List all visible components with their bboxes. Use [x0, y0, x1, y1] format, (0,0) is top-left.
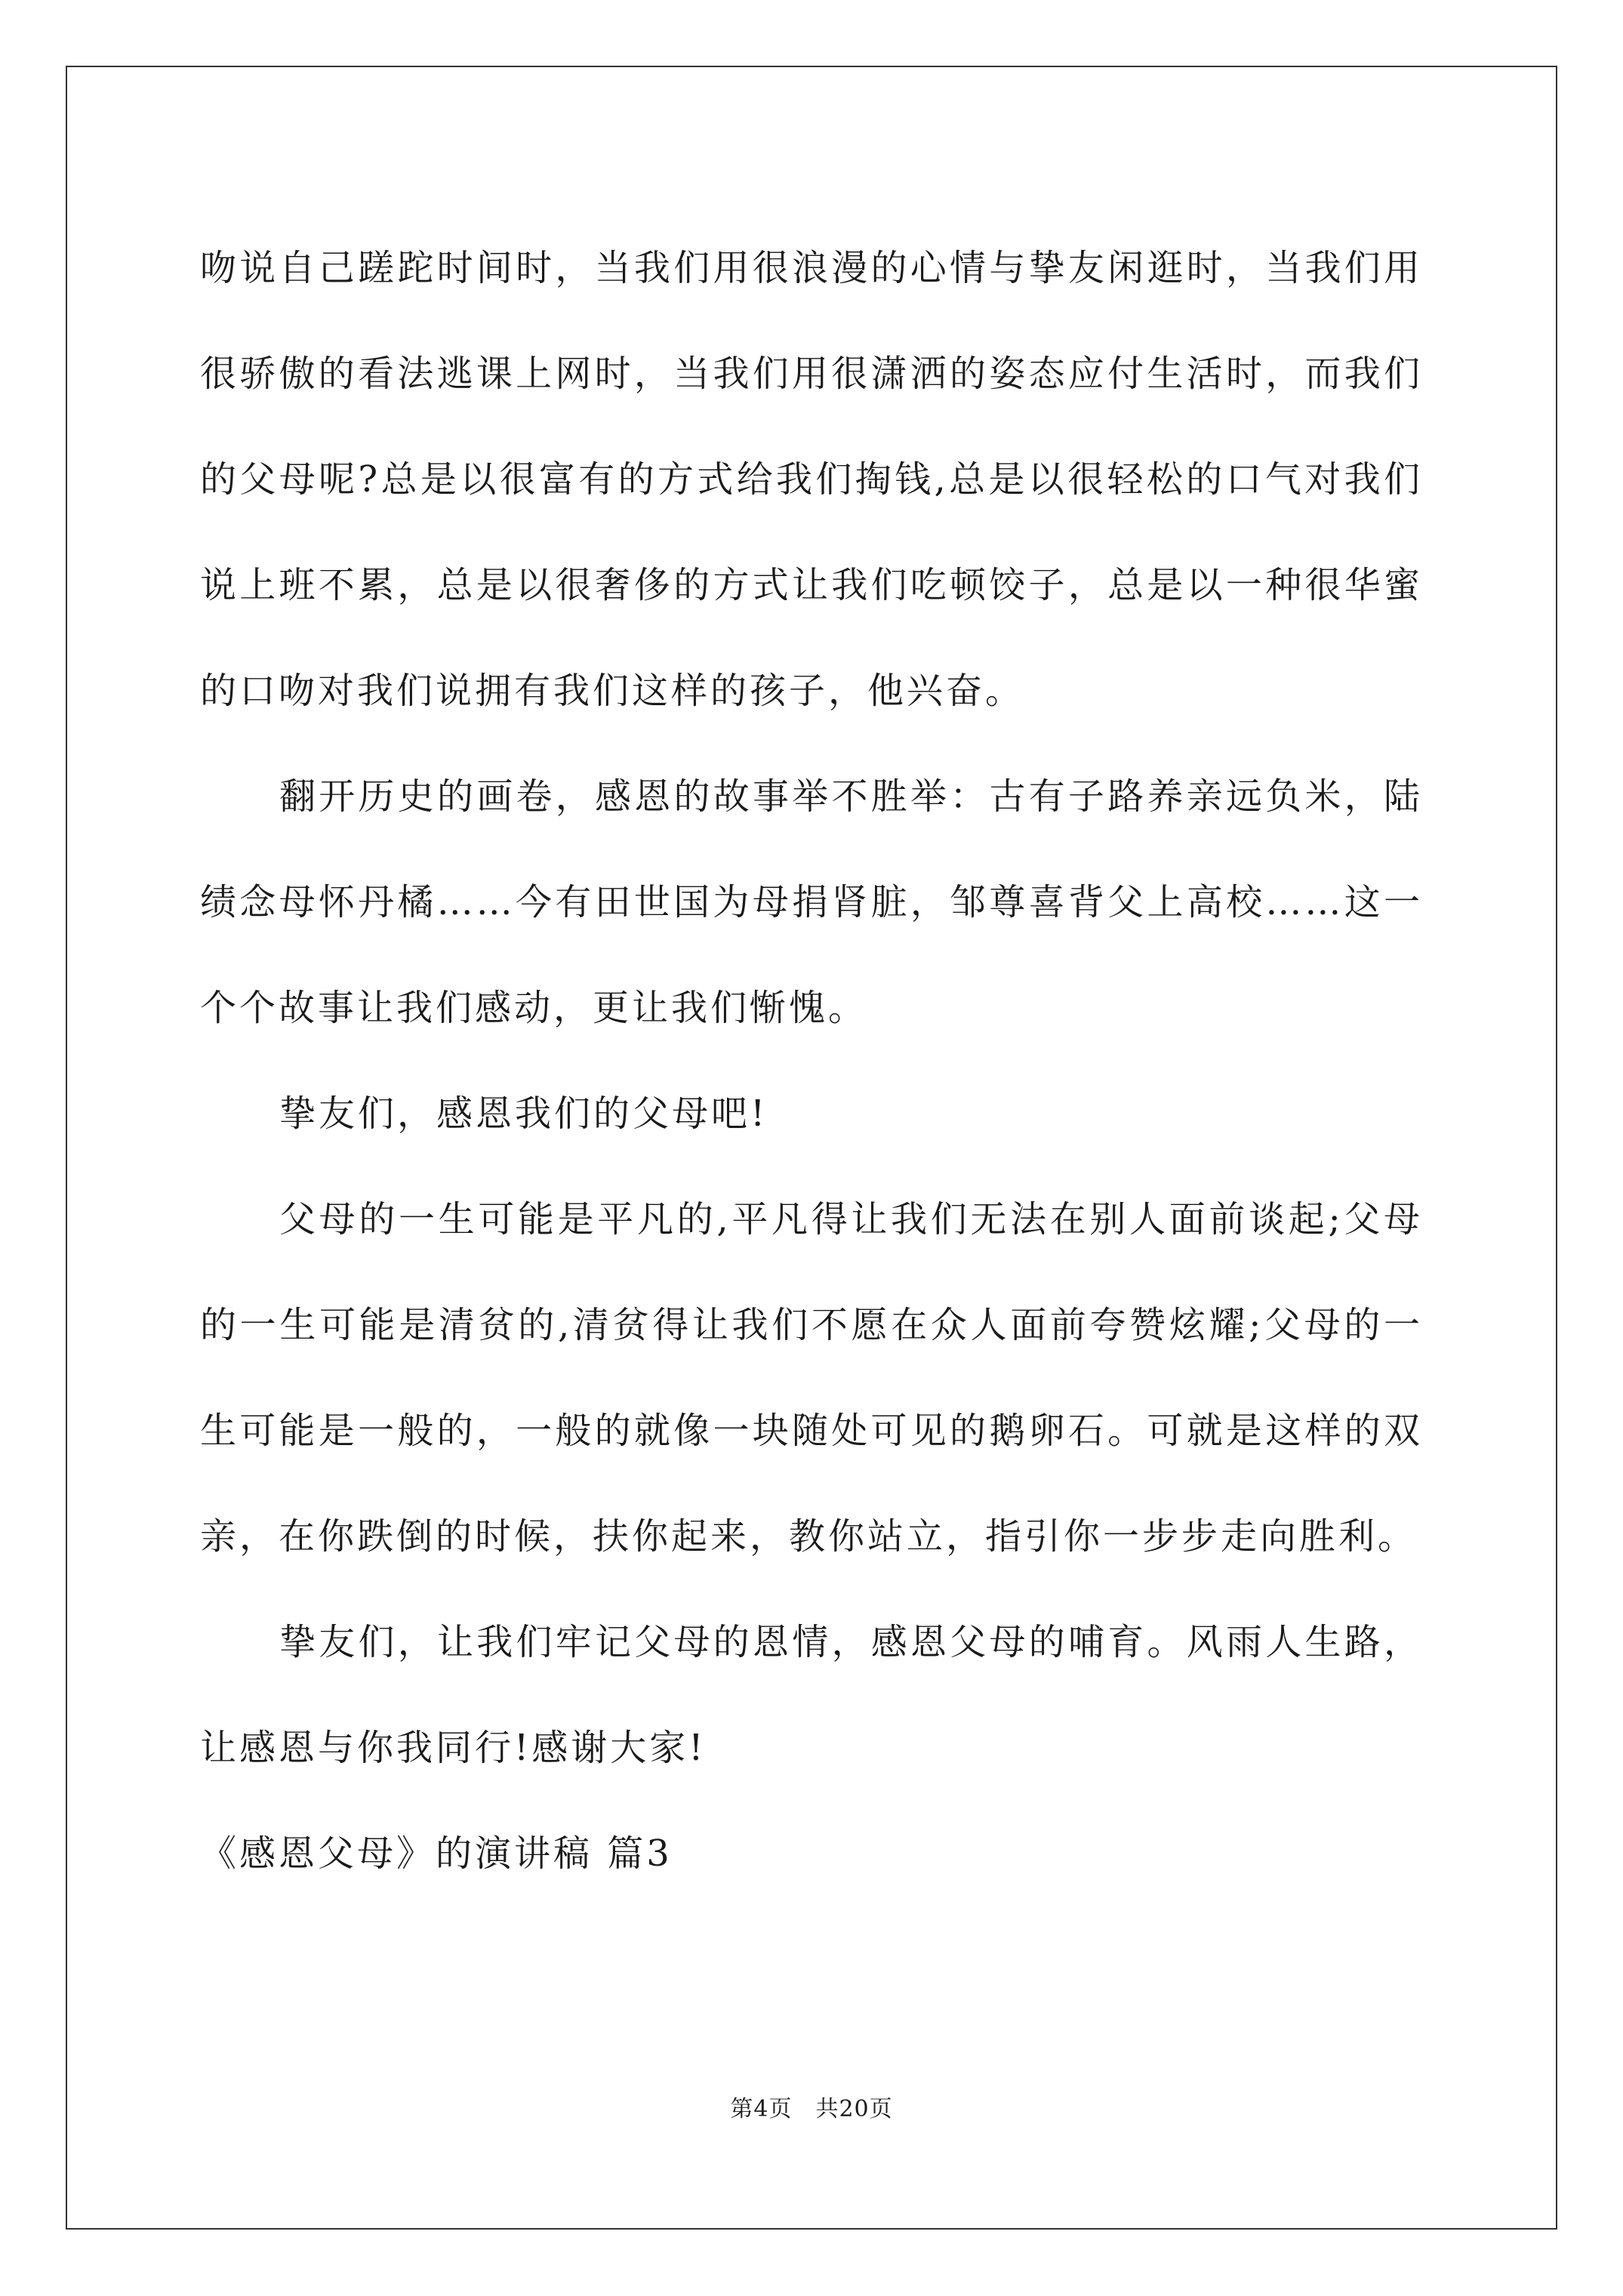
page-footer: 第4页 共20页	[730, 2096, 893, 2122]
paragraph-4: 父母的一生可能是平凡的,平凡得让我们无法在别人面前谈起;父母的一生可能是清贫的,清贫得让我们不愿在众人面前夸赞炫耀;父母的一生可能是一般的，一般的就像一块随处可见的鹅卵石。可就是这样的双亲，在你跌倒的时候，扶你起来，教你站立，指引你一步步走向胜利。	[200, 1198, 1423, 1558]
paragraph-2: 翻开历史的画卷，感恩的故事举不胜举：古有子路养亲远负米，陆绩念母怀丹橘……今有田世国为母捐肾脏，邹尊喜背父上高校……这一个个故事让我们感动，更让我们惭愧。	[200, 775, 1423, 1029]
document-body	[200, 215, 1423, 1906]
paragraph-1: 吻说自己蹉跎时间时，当我们用很浪漫的心情与挚友闲逛时，当我们用很骄傲的看法逃课上网时，当我们用很潇洒的姿态应付生活时，而我们的父母呢?总是以很富有的方式给我们掏钱,总是以很轻松的口气对我们说上班不累，总是以很奢侈的方式让我们吃顿饺子，总是以一种很华蜜的口吻对我们说拥有我们这样的孩子，他兴奋。	[200, 247, 1423, 712]
section-heading: 《感恩父母》的演讲稿 篇3	[200, 1832, 673, 1875]
paragraph-5: 挚友们，让我们牢记父母的恩情，感恩父母的哺育。风雨人生路，让感恩与你我同行!感谢大家!	[200, 1621, 1423, 1769]
paragraph-3: 挚友们，感恩我们的父母吧!	[279, 1093, 768, 1135]
